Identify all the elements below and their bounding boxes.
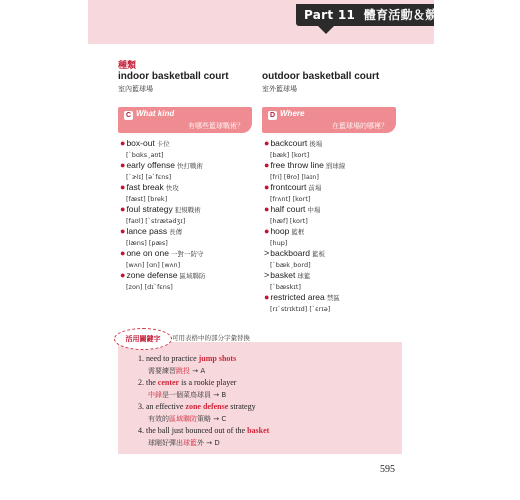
- vocab-item: [264, 204, 394, 226]
- vocab-bullet: ●: [264, 182, 270, 192]
- vocab-bullet: ●: [264, 292, 270, 302]
- tag-c: C: [125, 112, 132, 119]
- example-keyword: center: [157, 378, 180, 387]
- where-question: 在籃球場的哪裡？: [332, 122, 388, 130]
- category-label: 種類: [118, 61, 137, 71]
- example-keyword-zh: 中鋒: [148, 391, 162, 399]
- vocab-ipa: [rɪˋstrɪktɪd] [ˋɛrɪə]: [270, 305, 331, 313]
- vocab-item: [264, 226, 394, 248]
- part-tab-tail: [318, 26, 334, 34]
- example-en: 2. the center is a rookie player: [138, 378, 237, 387]
- vocab-word: free throw line: [270, 160, 324, 170]
- vocab-item: ●lance pass 長傳 [læns] [pæs]: [120, 226, 250, 248]
- vocab-zh: 後場: [309, 140, 323, 148]
- vocab-ipa: [hup]: [270, 239, 288, 247]
- example-keyword-zh: 跳投: [176, 367, 190, 375]
- keyword-badge-label: 活用關鍵字: [125, 335, 161, 343]
- vocab-item: ●one on one 一對一防守 [wʌn] [ɑn] [wʌn]: [120, 248, 250, 270]
- vocab-zh: 禁區: [326, 294, 340, 302]
- example-en: 3. an effective zone defense strategy: [138, 402, 256, 411]
- vocab-item: ●box-out 卡位 [ˋbɑksˏaʊt]: [120, 138, 250, 160]
- vocab-word: zone defense: [126, 270, 178, 280]
- vocab-word: lance pass: [126, 226, 168, 236]
- vocab-ipa: [frʌnt] [kort]: [270, 195, 311, 203]
- vocab-zh: 卡位: [156, 140, 170, 148]
- vocab-zh: 犯規戰術: [174, 206, 201, 214]
- vocab-word: backboard: [270, 248, 310, 258]
- vocab-ipa: [hæf] [kort]: [270, 217, 308, 225]
- locations-list: [264, 138, 394, 314]
- vocab-zh: 快攻: [165, 184, 179, 192]
- vocab-word: fast break: [126, 182, 164, 192]
- vocab-word: basket: [270, 270, 296, 280]
- vocab-bullet: >: [264, 270, 270, 280]
- vocab-item: [264, 292, 394, 314]
- title-indoor-en: indoor basketball court: [118, 71, 229, 82]
- what-kind-heading: What kind: [136, 109, 175, 118]
- vocab-item: ●zone defense 區域聯防 [zon] [dɪˋfɛns]: [120, 270, 250, 292]
- vocab-zh: 前場: [308, 184, 322, 192]
- example-keyword-zh: 區域聯防: [169, 415, 197, 423]
- vocab-ipa: [zon] [dɪˋfɛns]: [126, 283, 173, 291]
- vocab-zh: 區域聯防: [179, 272, 206, 280]
- part-title: 體育活動＆競賽: [363, 8, 450, 22]
- examples-box: [118, 342, 402, 454]
- vocab-item: ●fast break 快攻 [fæst] [brek]: [120, 182, 250, 204]
- vocab-item: [264, 160, 394, 182]
- tactics-list: [120, 138, 250, 292]
- where-heading: Where: [280, 109, 305, 118]
- vocab-zh: 中場: [307, 206, 321, 214]
- tag-d: D: [269, 112, 276, 119]
- vocab-bullet: ●: [264, 160, 270, 170]
- vocab-ipa: [bæk] [kort]: [270, 151, 310, 159]
- vocab-ipa: [faʊl] [ˋstrætədʒɪ]: [126, 217, 186, 225]
- keyword-badge: [114, 328, 172, 350]
- part-heading: [304, 6, 450, 23]
- example-zh: 需要練習跳投 → A: [148, 367, 206, 375]
- title-outdoor-zh: 室外籃球場: [262, 85, 297, 93]
- what-kind-question: 有哪些籃球戰術？: [188, 122, 244, 130]
- part-number: Part 11: [304, 8, 356, 22]
- example-keyword: zone defense: [185, 402, 229, 411]
- vocab-item: [264, 182, 394, 204]
- keyword-note: 可用表格中的部分字彙替換: [172, 334, 250, 342]
- vocab-zh: 籃框: [291, 228, 305, 236]
- example-en: 1. need to practice jump shots: [138, 354, 237, 363]
- vocab-bullet: ●: [264, 204, 270, 214]
- vocab-ipa: [fri] [θro] [laɪn]: [270, 173, 319, 181]
- example-en: 4. the ball just bounced out of the basket: [138, 426, 270, 435]
- vocab-zh: 罰球線: [325, 162, 346, 170]
- title-outdoor-en: outdoor basketball court: [262, 71, 380, 82]
- vocab-word: restricted area: [270, 292, 325, 302]
- vocab-ipa: [fæst] [brek]: [126, 195, 168, 203]
- example-keyword: basket: [247, 426, 270, 435]
- vocab-ipa: [ˋbækˏbord]: [270, 261, 311, 269]
- vocab-zh: 籃板: [311, 250, 325, 258]
- vocab-word: one on one: [126, 248, 169, 258]
- example-zh: 中鋒是一個菜鳥球員 → B: [148, 391, 227, 399]
- vocab-ipa: [ˋbɑksˏaʊt]: [126, 151, 164, 159]
- vocab-item: [264, 270, 394, 292]
- vocab-word: half court: [270, 204, 306, 214]
- vocab-word: frontcourt: [270, 182, 307, 192]
- where-header: [262, 107, 396, 133]
- vocab-item: ●foul strategy 犯規戰術 [faʊl] [ˋstrætədʒɪ]: [120, 204, 250, 226]
- vocab-bullet: >: [264, 248, 270, 258]
- vocab-ipa: [ˋɝlɪ] [əˋfɛns]: [126, 173, 172, 181]
- vocab-word: early offense: [126, 160, 175, 170]
- example-zh: 有效的區域聯防策略 → C: [148, 415, 227, 423]
- example-keyword: jump shots: [198, 354, 237, 363]
- vocab-zh: 快打戰術: [176, 162, 203, 170]
- vocab-zh: 球籃: [297, 272, 311, 280]
- vocab-ipa: [ˋbæskɪt]: [270, 283, 301, 291]
- what-kind-header: [118, 107, 252, 133]
- vocab-bullet: ●: [264, 138, 270, 148]
- vocab-bullet: ●: [264, 226, 270, 236]
- example-zh: 球剛好彈出球籃外 → D: [148, 439, 220, 447]
- vocab-item: [264, 138, 394, 160]
- vocab-word: foul strategy: [126, 204, 173, 214]
- example-keyword-zh: 球籃: [183, 439, 197, 447]
- vocab-ipa: [læns] [pæs]: [126, 239, 168, 247]
- vocab-word: backcourt: [270, 138, 308, 148]
- page-number: 595: [380, 464, 395, 475]
- vocab-word: box-out: [126, 138, 155, 148]
- vocab-zh: 一對一防守: [170, 250, 204, 258]
- vocab-word: hoop: [270, 226, 290, 236]
- vocab-ipa: [wʌn] [ɑn] [wʌn]: [126, 261, 181, 269]
- vocab-item: ●early offense 快打戰術 [ˋɝlɪ] [əˋfɛns]: [120, 160, 250, 182]
- vocab-item: [264, 248, 394, 270]
- title-indoor-zh: 室內籃球場: [118, 85, 153, 93]
- vocab-zh: 長傳: [169, 228, 183, 236]
